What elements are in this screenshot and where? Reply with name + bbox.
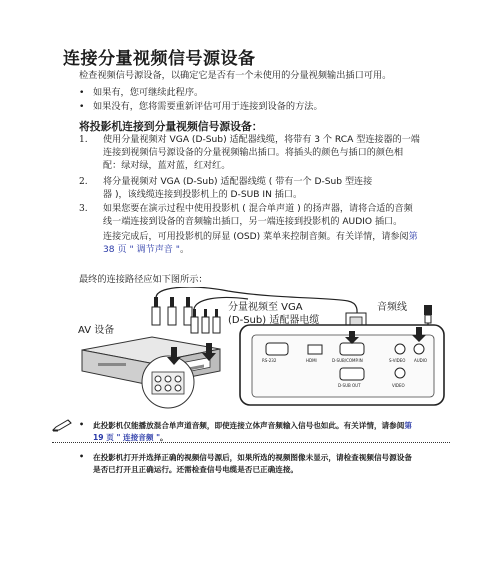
note-text: 此投影机仅能播放混合单声道音频，即使连接立体声音频输入信号也如此。有关详情，请参阅 [93,421,405,430]
page-link[interactable]: 19 页 " 连接音频 " [93,433,161,442]
step-2 [79,176,479,202]
port-label: S-VIDEO [389,358,406,363]
note-bullet: • [79,452,85,461]
connection-diagram [78,287,448,412]
step-3 [79,203,479,257]
projector-rear-panel [240,325,444,405]
cable-label: 分量视频至 VGA [228,302,303,313]
step-1 [79,134,479,173]
step-text-line: 配：绿对绿，蓝对蓝，红对红。 [103,161,231,171]
note-bullet: • [79,420,85,429]
step-text-line: 连接到视频信号源设备的分量视频输出插口。将插头的颜色与插口的颜色相 [103,148,404,158]
page-title: 连接分量视频信号源设备 [63,49,256,69]
port-label: D-SUB OUT [338,383,361,388]
port-label: AUDIO [414,358,428,363]
av-rear-zoom [142,356,194,408]
bullet-dot: • [79,101,85,112]
page-link[interactable]: 第 [404,421,412,430]
port-label: RS-232 [262,358,277,363]
bullet-text: 如果没有，您将需要重新评估可用于连接到设备的方法。 [93,101,323,112]
route-caption: 最终的连接路径应如下图所示： [79,274,208,285]
port-label: VIDEO [392,383,405,388]
bullet-dot: • [79,87,85,98]
step-text-line: 使用分量视频对 VGA (D-Sub) 适配器线缆，将带有 3 个 RCA 型连接器的一端 [103,135,420,145]
step-extra-line [103,231,479,244]
bullet-text: 如果有，您可继续此程序。 [93,87,204,98]
note-text: 在投影机打开并选择正确的视频信号源后，如果所选的视频图像未显示，请检查视频信号源设备 [93,453,412,462]
page-link[interactable]: 第 [408,232,418,242]
port-label: HDMI [306,358,317,363]
audio-cable-label: 音频线 [377,302,407,313]
cable-label: (D-Sub) 适配器电缆 [228,315,320,326]
step-extra-text: 连接完成后，可用投影机的屏显 (OSD) 菜单来控制音频。有关详情，请参阅 [103,232,409,242]
intro-text: 检查视频信号源设备，以确定它是否有一个未使用的分量视频输出插口可用。 [79,70,392,81]
rca-plugs-left [152,297,192,325]
step-text-line: 器 )，该线缆连接到投影机上的 D-SUB IN 插口。 [103,190,303,200]
step-number: 1. [79,135,88,145]
note-2 [93,452,453,476]
section-heading: 将投影机连接到分量视频信号源设备： [79,120,263,133]
bullet-item [79,84,203,98]
step-text-line: 线一端连接到设备的音频输出插口，另一端连接到投影机的 AUDIO 插口。 [103,217,403,227]
page-link[interactable]: 38 页 " 调节声音 " [103,245,180,255]
note-text: 。 [160,433,168,442]
av-device-label: AV 设备 [78,325,115,336]
step-extra-line [103,244,479,257]
port-label: D-SUB/COMP.IN [332,358,363,363]
note-1 [93,420,453,444]
step-number: 3. [79,204,88,214]
step-text-line: 将分量视频对 VGA (D-Sub) 适配器线缆 ( 带有一个 D-Sub 型连接 [103,177,373,187]
step-number: 2. [79,177,88,187]
rca-plugs-right [191,309,220,333]
note-divider [52,442,450,443]
bullet-item [79,98,323,112]
note-text: 是否已打开且正确运行。还需检查信号电缆是否已正确连接。 [93,465,299,474]
step-text-line: 如果您要在演示过程中使用投影机 ( 混合单声道 ) 的扬声器，请将合适的音频 [103,204,413,214]
step-extra-suffix: 。 [179,245,190,255]
note-pencil-icon [52,418,74,432]
